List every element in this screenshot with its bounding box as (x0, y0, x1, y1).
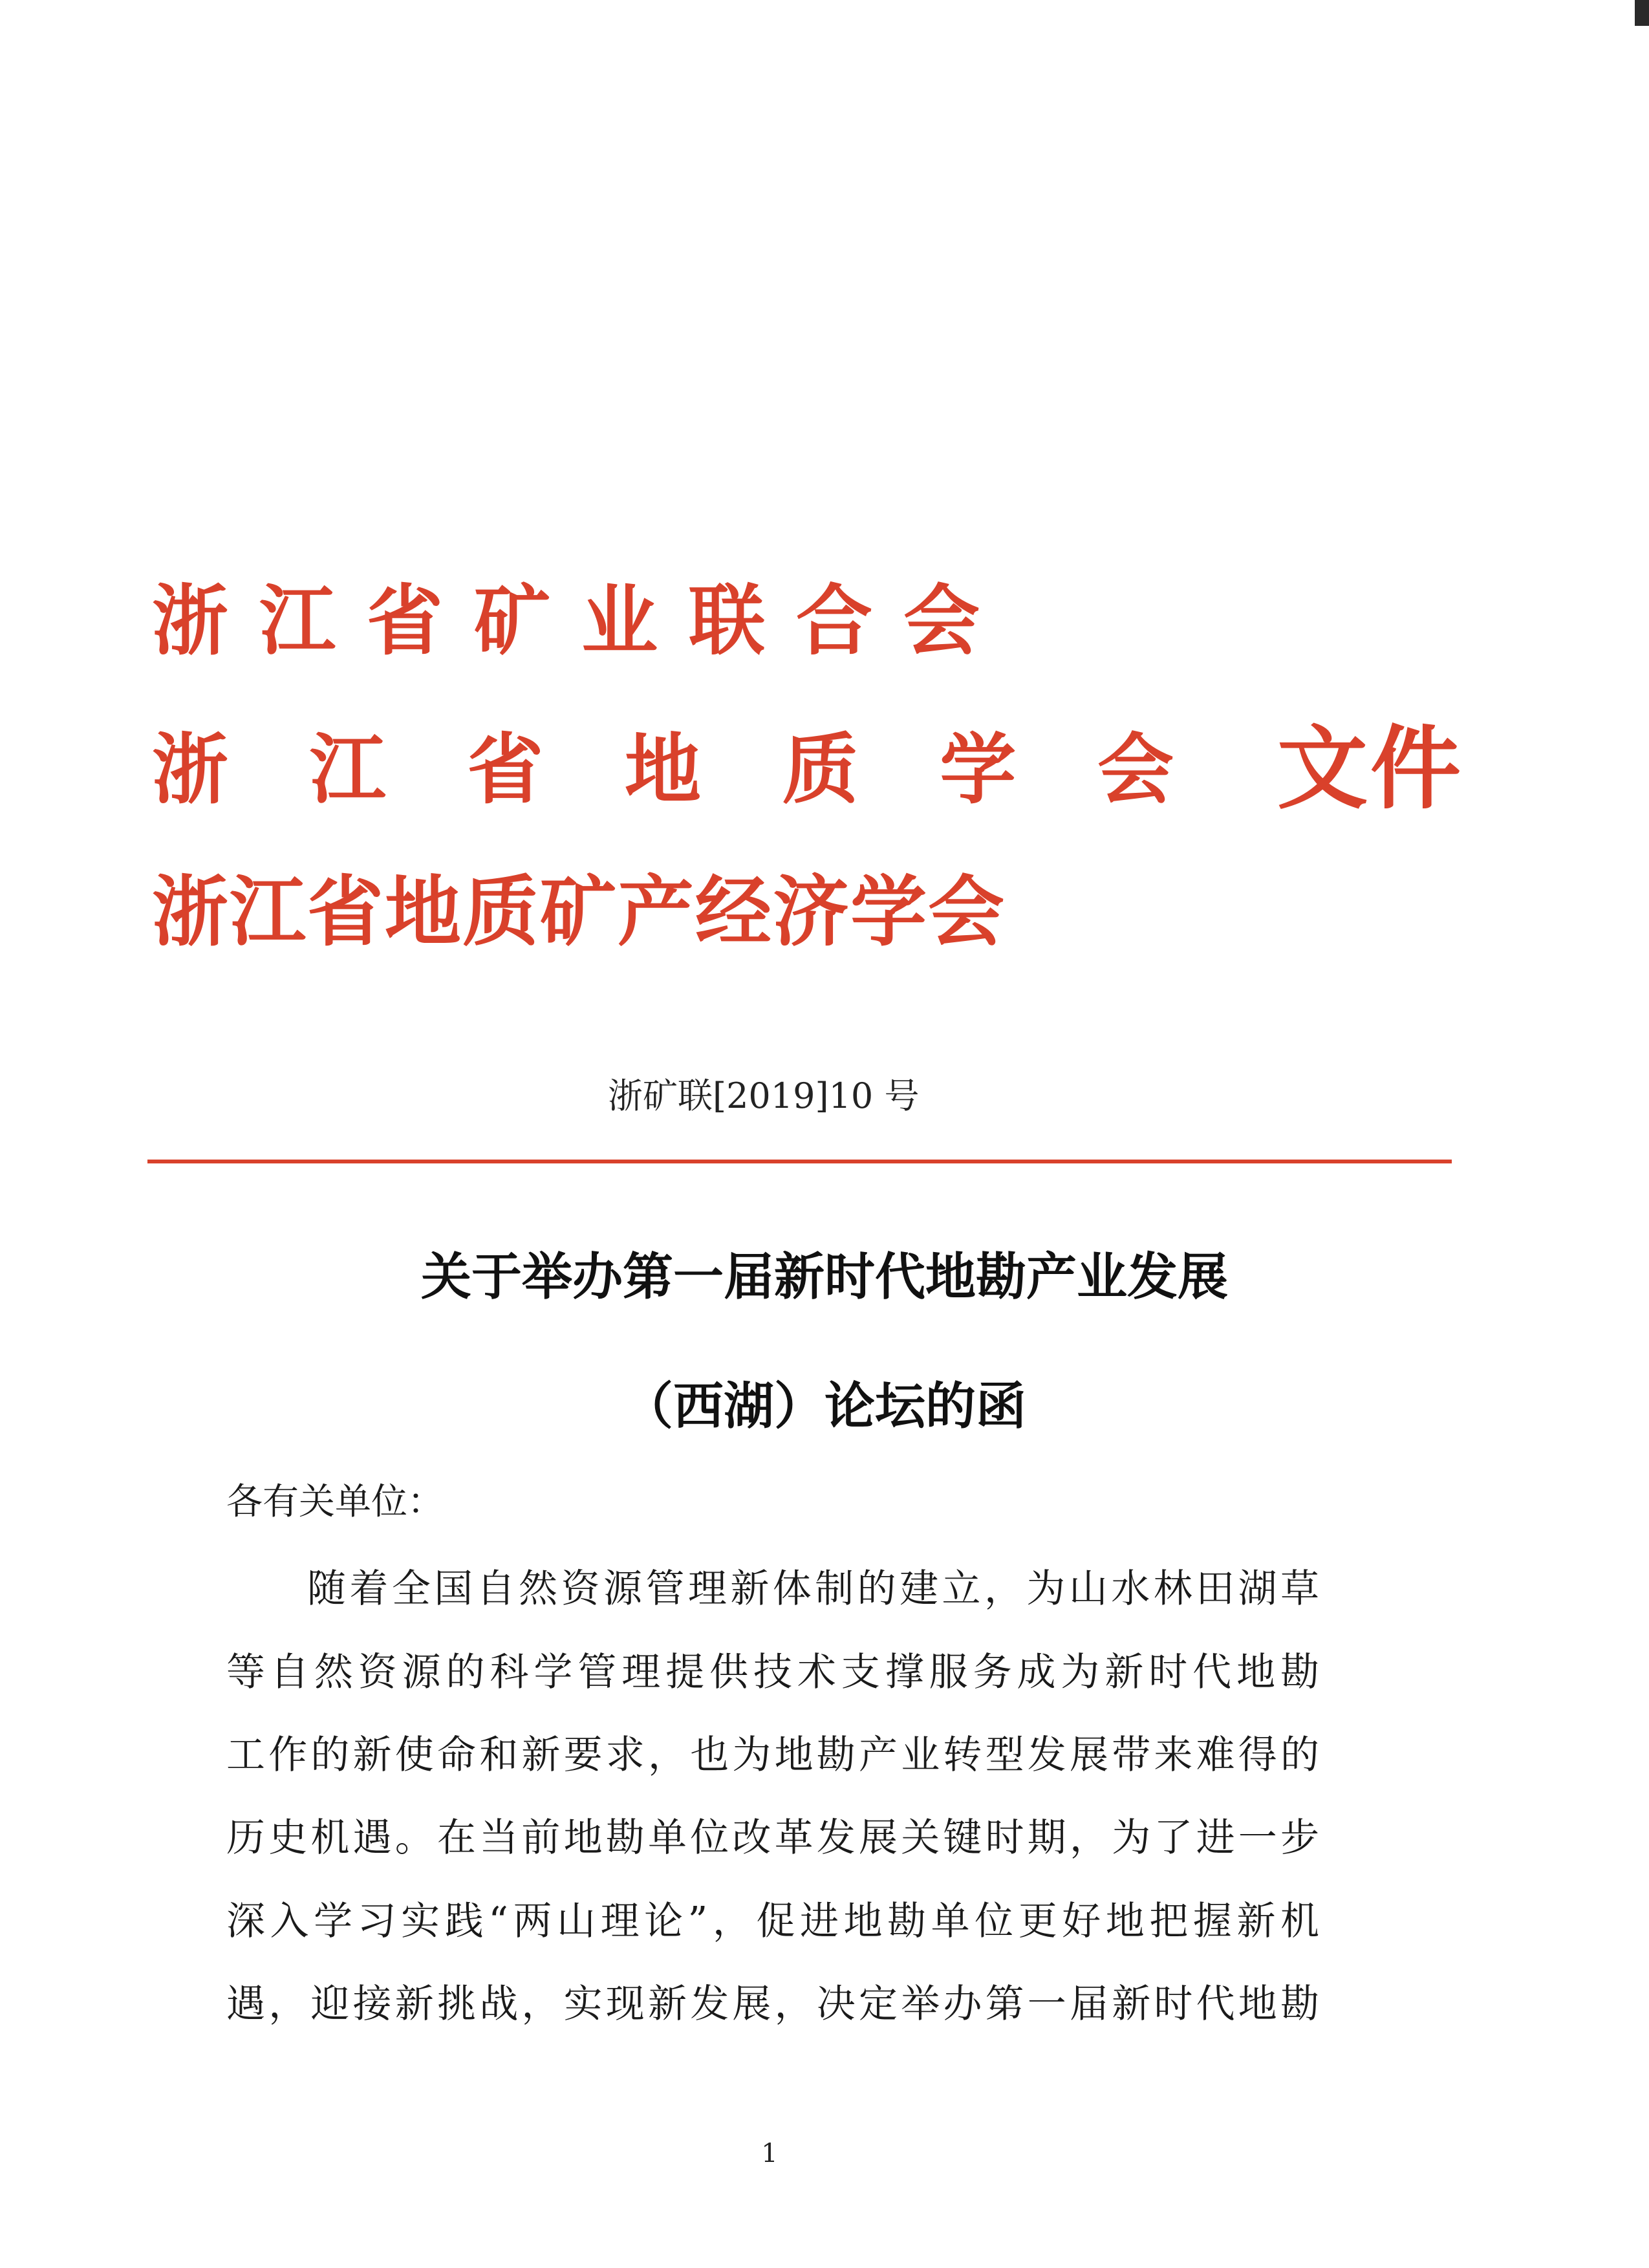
salutation: 各有关单位： (226, 1481, 444, 1523)
page-number: 1 (761, 2139, 778, 2168)
body-text-line: 工作的新使命和新要求，也为地勘产业转型发展带来难得的 (226, 1733, 1319, 1778)
org-char: 学 (940, 725, 1017, 814)
org-char: 省 (467, 725, 544, 814)
org-name-geological-society (152, 724, 1174, 815)
body-text-line: 等自然资源的科学管理提供技术支撑服务成为新时代地勘 (226, 1650, 1319, 1695)
org-char: 质 (782, 725, 859, 814)
body-text-line: 历史机遇。在当前地勘单位改革发展关键时期，为了进一步 (226, 1815, 1319, 1861)
document-number: 浙矿联[2019]10 号 (608, 1075, 920, 1116)
org-char: 浙 (152, 725, 229, 814)
header-divider (147, 1160, 1452, 1163)
org-char: 江 (309, 725, 386, 814)
document-title-line-1: 关于举办第一届新时代地勘产业发展 (420, 1248, 1228, 1306)
body-text-line: 深入学习实践“两山理论”，促进地勘单位更好地把握新机 (226, 1899, 1319, 1944)
org-char: 会 (1097, 725, 1174, 814)
org-name-mining-federation: 浙江省矿业联合会 (152, 576, 1011, 665)
org-char: 地 (624, 725, 701, 814)
scan-corner-mark (1635, 0, 1649, 26)
document-title-line-2: （西湖）论坛的函 (622, 1377, 1026, 1436)
body-text-line: 遇，迎接新挑战，实现新发展，决定举办第一届新时代地勘 (226, 1982, 1319, 2027)
org-name-mineral-economics-society: 浙江省地质矿产经济学会 (152, 867, 1006, 956)
body-text-line: 随着全国自然资源管理新体制的建立，为山水林田湖草 (307, 1566, 1319, 1612)
document-type-label: 文件 (1277, 717, 1464, 822)
